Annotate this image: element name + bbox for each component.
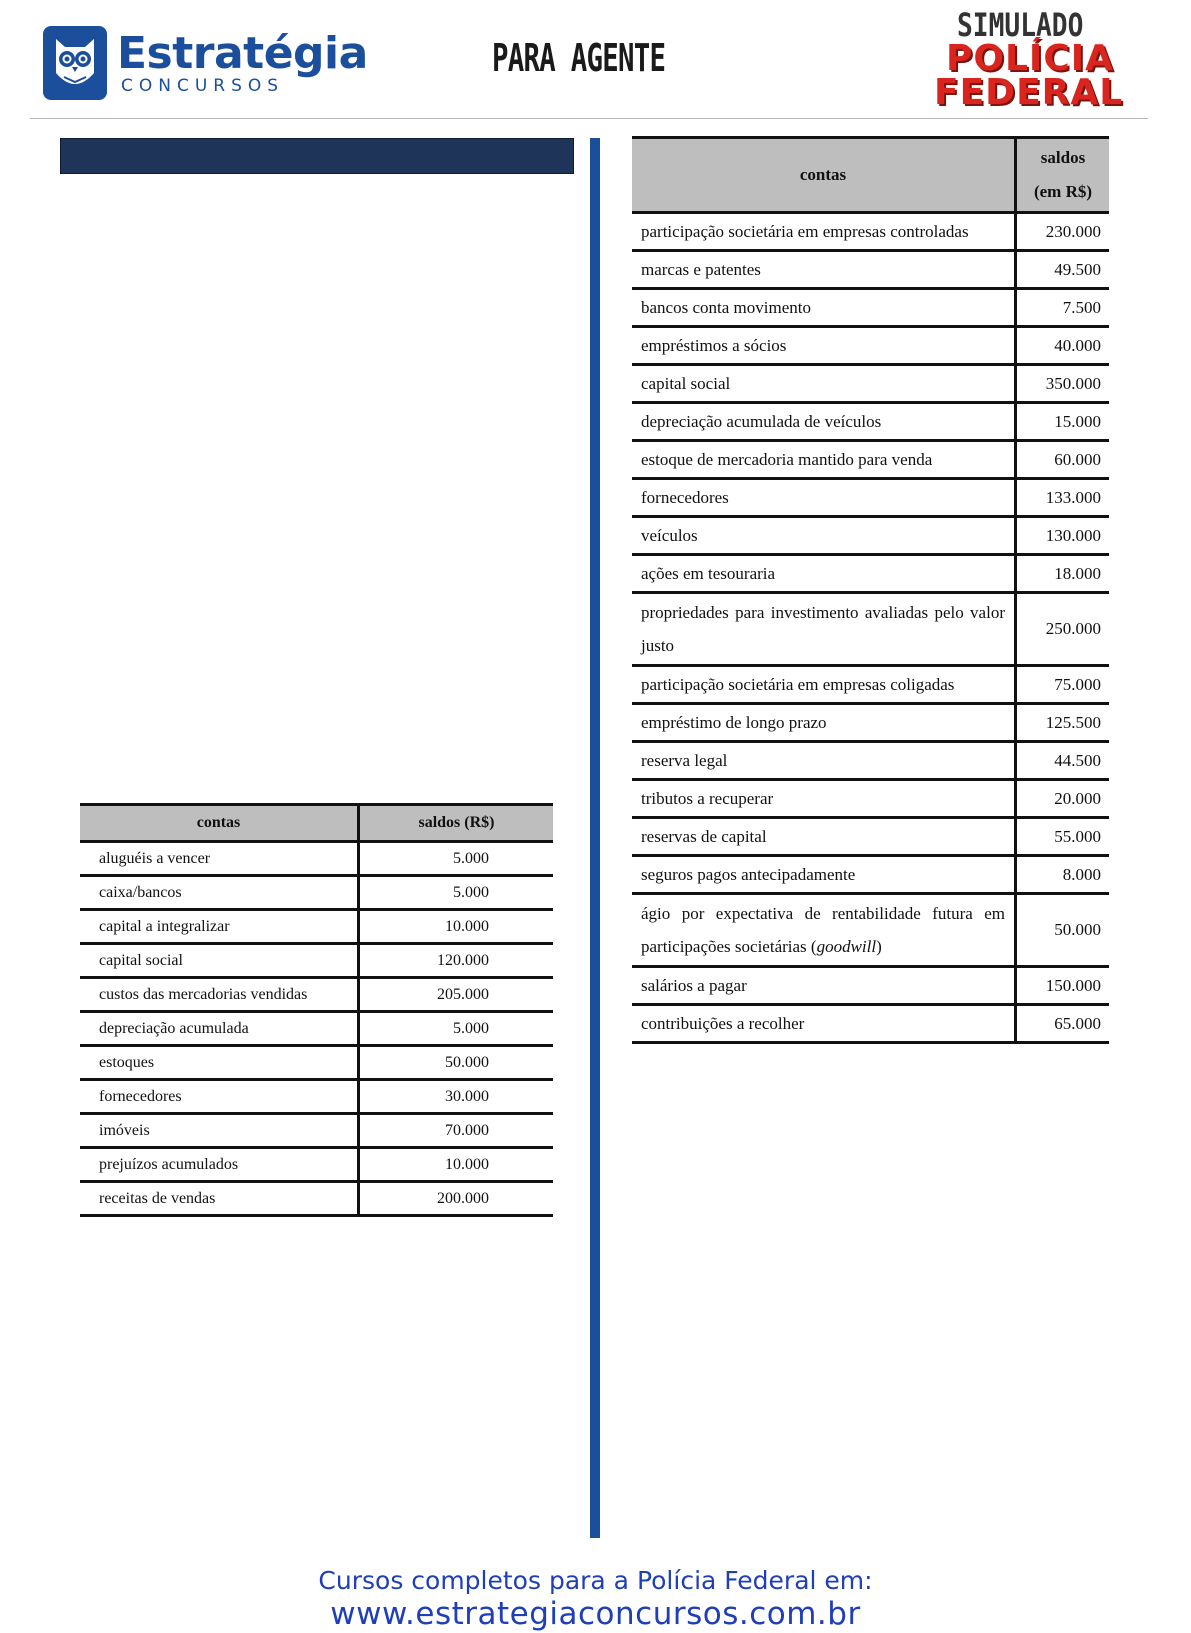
brand-subtitle: CONCURSOS <box>121 75 285 96</box>
account-name: estoque de mercadoria mantido para venda <box>632 441 1016 479</box>
account-balance: 60.000 <box>1016 441 1110 479</box>
badge-line1: POLÍCIA <box>946 38 1114 79</box>
brand-name: Estratégia <box>117 27 368 79</box>
account-name: marcas e patentes <box>632 251 1016 289</box>
table-row <box>632 593 1109 666</box>
header-divider <box>30 118 1148 119</box>
table-row <box>632 251 1109 289</box>
table-row <box>632 1005 1109 1043</box>
account-balance: 125.500 <box>1016 704 1110 742</box>
account-name: fornecedores <box>632 479 1016 517</box>
account-balance: 200.000 <box>359 1182 554 1216</box>
account-name: bancos conta movimento <box>632 289 1016 327</box>
table-row <box>80 978 553 1012</box>
table-row <box>80 1182 553 1216</box>
account-name: contribuições a recolher <box>632 1005 1016 1043</box>
account-name: participação societária em empresas controladas <box>632 213 1016 251</box>
table-row <box>632 704 1109 742</box>
left-accounts-table <box>80 803 553 1217</box>
account-balance: 70.000 <box>359 1114 554 1148</box>
table-row <box>632 327 1109 365</box>
table-row <box>632 365 1109 403</box>
account-balance: 5.000 <box>359 876 554 910</box>
account-name <box>632 894 1016 967</box>
table-row <box>632 967 1109 1005</box>
account-name-suffix: ) <box>876 937 882 956</box>
account-name: prejuízos acumulados <box>80 1148 359 1182</box>
account-name: caixa/bancos <box>80 876 359 910</box>
simulado-badge <box>934 6 1124 113</box>
account-name: estoques <box>80 1046 359 1080</box>
table-row <box>80 842 553 876</box>
column-header <box>1016 138 1110 213</box>
table-row <box>80 876 553 910</box>
account-balance: 15.000 <box>1016 403 1110 441</box>
account-balance: 75.000 <box>1016 666 1110 704</box>
account-balance: 30.000 <box>359 1080 554 1114</box>
badge-line2: FEDERAL <box>934 72 1124 113</box>
account-name-italic: goodwill <box>816 937 877 956</box>
account-name: participação societária em empresas coligadas <box>632 666 1016 704</box>
account-name: capital social <box>80 944 359 978</box>
table-row <box>632 479 1109 517</box>
table-row <box>632 517 1109 555</box>
account-balance: 50.000 <box>1016 894 1110 967</box>
account-name: reservas de capital <box>632 818 1016 856</box>
account-name: veículos <box>632 517 1016 555</box>
column-header: contas <box>632 138 1016 213</box>
badge-top-text: SIMULADO <box>957 6 1084 44</box>
table-row <box>632 403 1109 441</box>
table-row <box>80 1080 553 1114</box>
table-row <box>80 1046 553 1080</box>
account-balance: 10.000 <box>359 910 554 944</box>
account-name: salários a pagar <box>632 967 1016 1005</box>
table-row <box>80 1114 553 1148</box>
table-row <box>80 1012 553 1046</box>
table-row <box>632 780 1109 818</box>
account-balance: 7.500 <box>1016 289 1110 327</box>
footer-link[interactable]: www.estrategiaconcursos.com.br <box>330 1596 861 1632</box>
section-header-bar <box>60 138 574 174</box>
table-row <box>632 818 1109 856</box>
account-name: depreciação acumulada de veículos <box>632 403 1016 441</box>
table-header-row <box>80 805 553 842</box>
account-name: custos das mercadorias vendidas <box>80 978 359 1012</box>
table-row <box>632 894 1109 967</box>
table-row <box>632 213 1109 251</box>
account-balance: 250.000 <box>1016 593 1110 666</box>
column-divider <box>590 138 600 1538</box>
account-balance: 49.500 <box>1016 251 1110 289</box>
account-balance: 40.000 <box>1016 327 1110 365</box>
account-name-prefix: ágio por expectativa de rentabilidade futura em participações societárias ( <box>641 904 1005 956</box>
account-balance: 133.000 <box>1016 479 1110 517</box>
table-row <box>80 910 553 944</box>
table-header-row <box>632 138 1109 213</box>
page-subtitle: PARA AGENTE <box>492 36 666 80</box>
account-balance: 350.000 <box>1016 365 1110 403</box>
account-name: fornecedores <box>80 1080 359 1114</box>
account-balance: 20.000 <box>1016 780 1110 818</box>
table-row <box>632 666 1109 704</box>
table-row <box>80 944 553 978</box>
account-balance: 8.000 <box>1016 856 1110 894</box>
right-accounts-table <box>632 136 1109 1044</box>
table-row <box>632 555 1109 593</box>
account-name: capital a integralizar <box>80 910 359 944</box>
account-balance: 120.000 <box>359 944 554 978</box>
account-name: ações em tesouraria <box>632 555 1016 593</box>
account-balance: 18.000 <box>1016 555 1110 593</box>
account-name: tributos a recuperar <box>632 780 1016 818</box>
account-balance: 55.000 <box>1016 818 1110 856</box>
account-balance: 44.500 <box>1016 742 1110 780</box>
owl-icon <box>43 26 107 100</box>
account-name: empréstimo de longo prazo <box>632 704 1016 742</box>
account-balance: 230.000 <box>1016 213 1110 251</box>
account-name: imóveis <box>80 1114 359 1148</box>
column-header: contas <box>80 805 359 842</box>
column-header: saldos (R$) <box>359 805 554 842</box>
account-name: propriedades para investimento avaliadas pelo valor justo <box>632 593 1016 666</box>
page-footer <box>0 1566 1191 1633</box>
footer-caption: Cursos completos para a Polícia Federal em: <box>318 1566 873 1595</box>
account-name: capital social <box>632 365 1016 403</box>
account-balance: 5.000 <box>359 1012 554 1046</box>
table-row <box>80 1148 553 1182</box>
table-row <box>632 441 1109 479</box>
account-balance: 10.000 <box>359 1148 554 1182</box>
account-balance: 5.000 <box>359 842 554 876</box>
header-line: (em R$) <box>1033 182 1093 201</box>
account-balance: 65.000 <box>1016 1005 1110 1043</box>
account-balance: 130.000 <box>1016 517 1110 555</box>
account-balance: 150.000 <box>1016 967 1110 1005</box>
account-name: reserva legal <box>632 742 1016 780</box>
brand-logo[interactable] <box>43 26 368 100</box>
account-name: receitas de vendas <box>80 1182 359 1216</box>
account-balance: 50.000 <box>359 1046 554 1080</box>
account-name: empréstimos a sócios <box>632 327 1016 365</box>
header-line: saldos <box>1040 148 1086 167</box>
account-name: aluguéis a vencer <box>80 842 359 876</box>
table-row <box>632 289 1109 327</box>
account-name: seguros pagos antecipadamente <box>632 856 1016 894</box>
account-balance: 205.000 <box>359 978 554 1012</box>
table-row <box>632 742 1109 780</box>
account-name: depreciação acumulada <box>80 1012 359 1046</box>
table-row <box>632 856 1109 894</box>
